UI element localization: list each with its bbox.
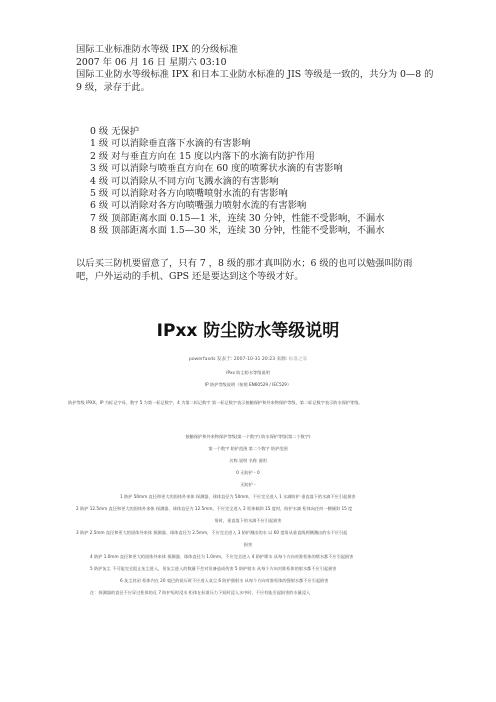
intro-paragraph: 防护等级 IPXX。IP 为标记字母，数字 5 为第一标记数字，4 为第二标记数字 第一标记数字表示接触保护和外来物保护等级，第二标记数字表示防水保护等级。 [68,400,363,405]
level-item: 2 级 对与垂直方向在 15 度以内落下的水滴有防护作用 [90,150,315,162]
table-subheader-names: 名称 说明 名称 说明 [229,458,267,463]
post-author: powerfaxds 发表于: 2007-10-31 20:23 来源: [188,357,289,362]
table-row: 6 灰尘封闭 柜体内在 20 毫巴的低压时不应进入灰尘 6 防护强射水 从每个方向对准柜体的强射水都不应引起损害 [120,578,329,583]
article-intro: 国际工业防水等级标准 IPX 和日本工业防水标准的 JIS 等级是一致的，共分为 0—8 的 9 级，录存于此。 [76,69,434,93]
table-row: 注：探测器的直径不应穿过柜体的孔 7 防护短时浸水 柜体在标准压力下短时浸入水中时，不应有能引起损害的水量浸入 [90,590,311,595]
table-row: 无防护 - [240,482,256,487]
table-row: 0 无防护 - 0 [236,470,260,475]
post-meta [0,356,496,362]
table-row: 4 防护 1.0mm 直径和更大的固体外来体 探测器、球体直径为 1.0mm，不应完全进入 4 防护喷水 从每个方向对准柜体的喷水都不应引起损害 [90,554,354,559]
level-item: 4 级 可以消除从不同方向飞溅水滴的有害影响 [90,175,279,187]
table-row: 3 防护 2.5mm 直径和更大的固体外来体 探测器、球体直径为 2.5mm，不应完全进入 3 防护溅出的水 以 60 度角从垂直线两侧溅出的水不应引起 [76,530,348,535]
article-title: 国际工业标准防水等级 IPX 的分级标准 [76,44,238,55]
subtitle-2: IP 防护等级说明（按照 EN60529 / IEC529） [204,382,292,387]
level-item: 6 级 可以消除对各方向喷嘴强力喷射水流的有害影响 [90,200,307,212]
article-date: 2007 年 06 月 16 日 星期六 03:10 [76,56,227,68]
table-row: 2 防护 12.5mm 直径和更大的固体外来体 探测器、球体直径为 12.5mm，不应完全进入 2 柜体倾斜 15 度时，防护水滴 柜体向任何一侧倾斜 15 度 [76,506,353,511]
table-row: 损害 [243,542,253,547]
table-row: 5 防护灰尘 不可能完全阻止灰尘进入，但灰尘进入的数量不会对设备造成伤害 5 防护射水 从每个方向对准柜体的射水都不应引起损害 [90,566,337,571]
subtitle-1: IPxx 防尘防水等级说明 [226,370,270,375]
level-item: 0 级 无保护 [90,126,140,137]
table-row: 角时，垂直落下的水滴不应引起损害 [214,518,282,523]
post-source-link[interactable]: 标准之家 [288,357,308,362]
level-item: 7 级 顶部距离水面 0.15—1 米，连续 30 分钟，性能不受影响，不漏水 [90,212,385,224]
table-row: 1 防护 50mm 直径和更大的固体外来体 探测器、球体直径为 50mm，不应完全进入 1 水滴防护 垂直落下的水滴不应引起损害 [120,494,356,499]
section-title: IPxx 防尘防水等级说明 [156,321,340,341]
level-list [90,126,430,238]
level-item: 8 级 顶部距离水面 1.5—30 米，连续 30 分钟，性能不受影响，不漏水 [90,225,385,237]
level-item: 3 级 可以消除与喷垂直方向在 60 度的喷雾状水滴的有害影响 [90,163,343,175]
article-conclusion: 以后买三防机要留意了，只有 7 ，8 级的那才真叫防水；6 级的也可以勉强叫防雨吧，户外运动的手机、GPS 还是要达到这个等级才好。 [76,258,413,282]
table-header: 接触保护和外来物保护等级(第一个数字) 防水保护等级(第二个数字) [185,434,311,439]
level-item: 1 级 可以消除垂直落下水滴的有害影响 [90,138,251,150]
article-block [76,44,436,94]
level-item: 5 级 可以消除对各方向喷嘴喷射水流的有害影响 [90,188,288,200]
table-subheader: 第一个数字 防护范围 第二个数字 防护范围 [208,446,288,451]
